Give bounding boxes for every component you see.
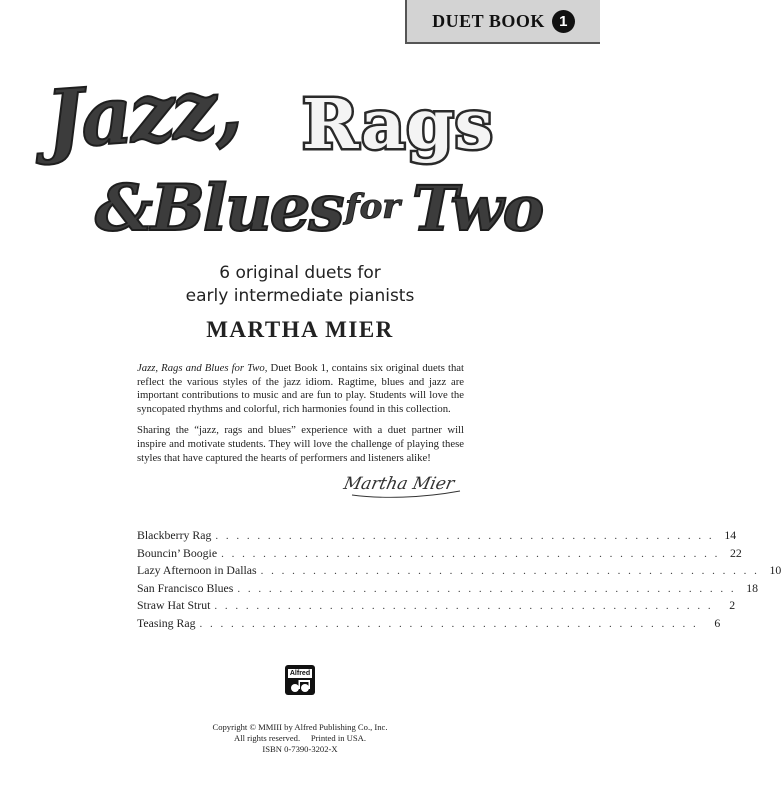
subtitle-line-2: early intermediate pianists xyxy=(185,286,415,306)
series-tab xyxy=(405,0,600,44)
description xyxy=(137,362,464,473)
toc-row xyxy=(137,563,781,581)
toc-title: San Francisco Blues xyxy=(137,580,234,595)
description-paragraph-2: Sharing the “jazz, rags and blues” experience with a duet partner will inspire and motivate students. They will love the challenge of playing these styles that have captured the hearts of performers and listeners alike! xyxy=(137,424,464,464)
toc-page-number: 6 xyxy=(714,615,721,630)
toc-row xyxy=(137,598,736,616)
toc-title: Straw Hat Strut xyxy=(137,598,211,613)
music-note-icon xyxy=(289,679,311,693)
table-of-contents xyxy=(137,528,781,634)
isbn-line: ISBN 0-7390-3202-X xyxy=(262,744,338,754)
title-two: Two xyxy=(412,172,544,245)
description-p1-text: Duet Book 1, contains six original duets that reflect the various styles of the jazz idiom. Ragtime, blues and jazz are important contributions to music and are fun to play. Students will love the syncopated rhythms and colorful, rich harmonies found in this collection. xyxy=(137,362,464,415)
title-rags: Rags xyxy=(302,85,494,165)
composer-name: MARTHA MIER xyxy=(206,317,394,342)
book-title-art xyxy=(0,40,600,255)
composer-signature xyxy=(342,465,467,503)
description-book-title: Jazz, Rags and Blues for Two, xyxy=(137,362,268,374)
copyright-line: Copyright © MMIII by Alfred Publishing Co., Inc. xyxy=(212,722,388,732)
title-and-blues: &Blues xyxy=(95,171,343,246)
toc-leader: . . . . . . . . . . . . . . . . . . . . . . . . . . . . . . . . . . . . . . . . . . . . . . . . xyxy=(260,565,760,578)
toc-leader: . . . . . . . . . . . . . . . . . . . . . . . . . . . . . . . . . . . . . . . . . . . . . . . . xyxy=(237,582,737,595)
title-for: for xyxy=(345,187,401,227)
subtitle-line-1: 6 original duets for xyxy=(219,263,381,283)
publisher-logo xyxy=(285,665,315,695)
publisher-logo-text: Alfred xyxy=(289,669,311,677)
toc-leader: . . . . . . . . . . . . . . . . . . . . . . . . . . . . . . . . . . . . . . . . . . . . . . . . xyxy=(199,617,699,630)
volume-number-badge: 1 xyxy=(552,10,575,33)
toc-title: Lazy Afternoon in Dallas xyxy=(137,563,257,578)
signature-text: Martha Mier xyxy=(341,474,457,494)
toc-leader: . . . . . . . . . . . . . . . . . . . . . . . . . . . . . . . . . . . . . . . . . . . . . . . . xyxy=(221,547,720,560)
toc-leader: . . . . . . . . . . . . . . . . . . . . . . . . . . . . . . . . . . . . . . . . . . . . . . . . xyxy=(215,530,715,542)
title-jazz: Jazz, xyxy=(42,59,243,167)
series-label: DUET BOOK xyxy=(432,10,545,31)
description-paragraph-1 xyxy=(137,362,464,416)
toc-row xyxy=(137,580,759,599)
toc-row xyxy=(137,528,737,546)
toc-title: Teasing Rag xyxy=(137,615,196,630)
subtitle xyxy=(0,262,600,308)
toc-leader: . . . . . . . . . . . . . . . . . . . . . . . . . . . . . . . . . . . . . . . . . . . . . . . . xyxy=(214,600,714,613)
toc-page-number: 2 xyxy=(729,598,736,613)
toc-row xyxy=(137,615,721,634)
toc-page-number: 10 xyxy=(769,563,781,578)
toc-page-number: 18 xyxy=(746,580,759,595)
toc-page-number: 22 xyxy=(730,545,742,560)
copyright-footer xyxy=(0,722,600,755)
toc-page-number: 14 xyxy=(724,528,737,542)
toc-title: Bouncin’ Boogie xyxy=(137,545,218,560)
rights-line: All rights reserved. Printed in USA. xyxy=(234,733,366,743)
toc-row xyxy=(137,545,742,564)
toc-title: Blackberry Rag xyxy=(137,528,212,542)
